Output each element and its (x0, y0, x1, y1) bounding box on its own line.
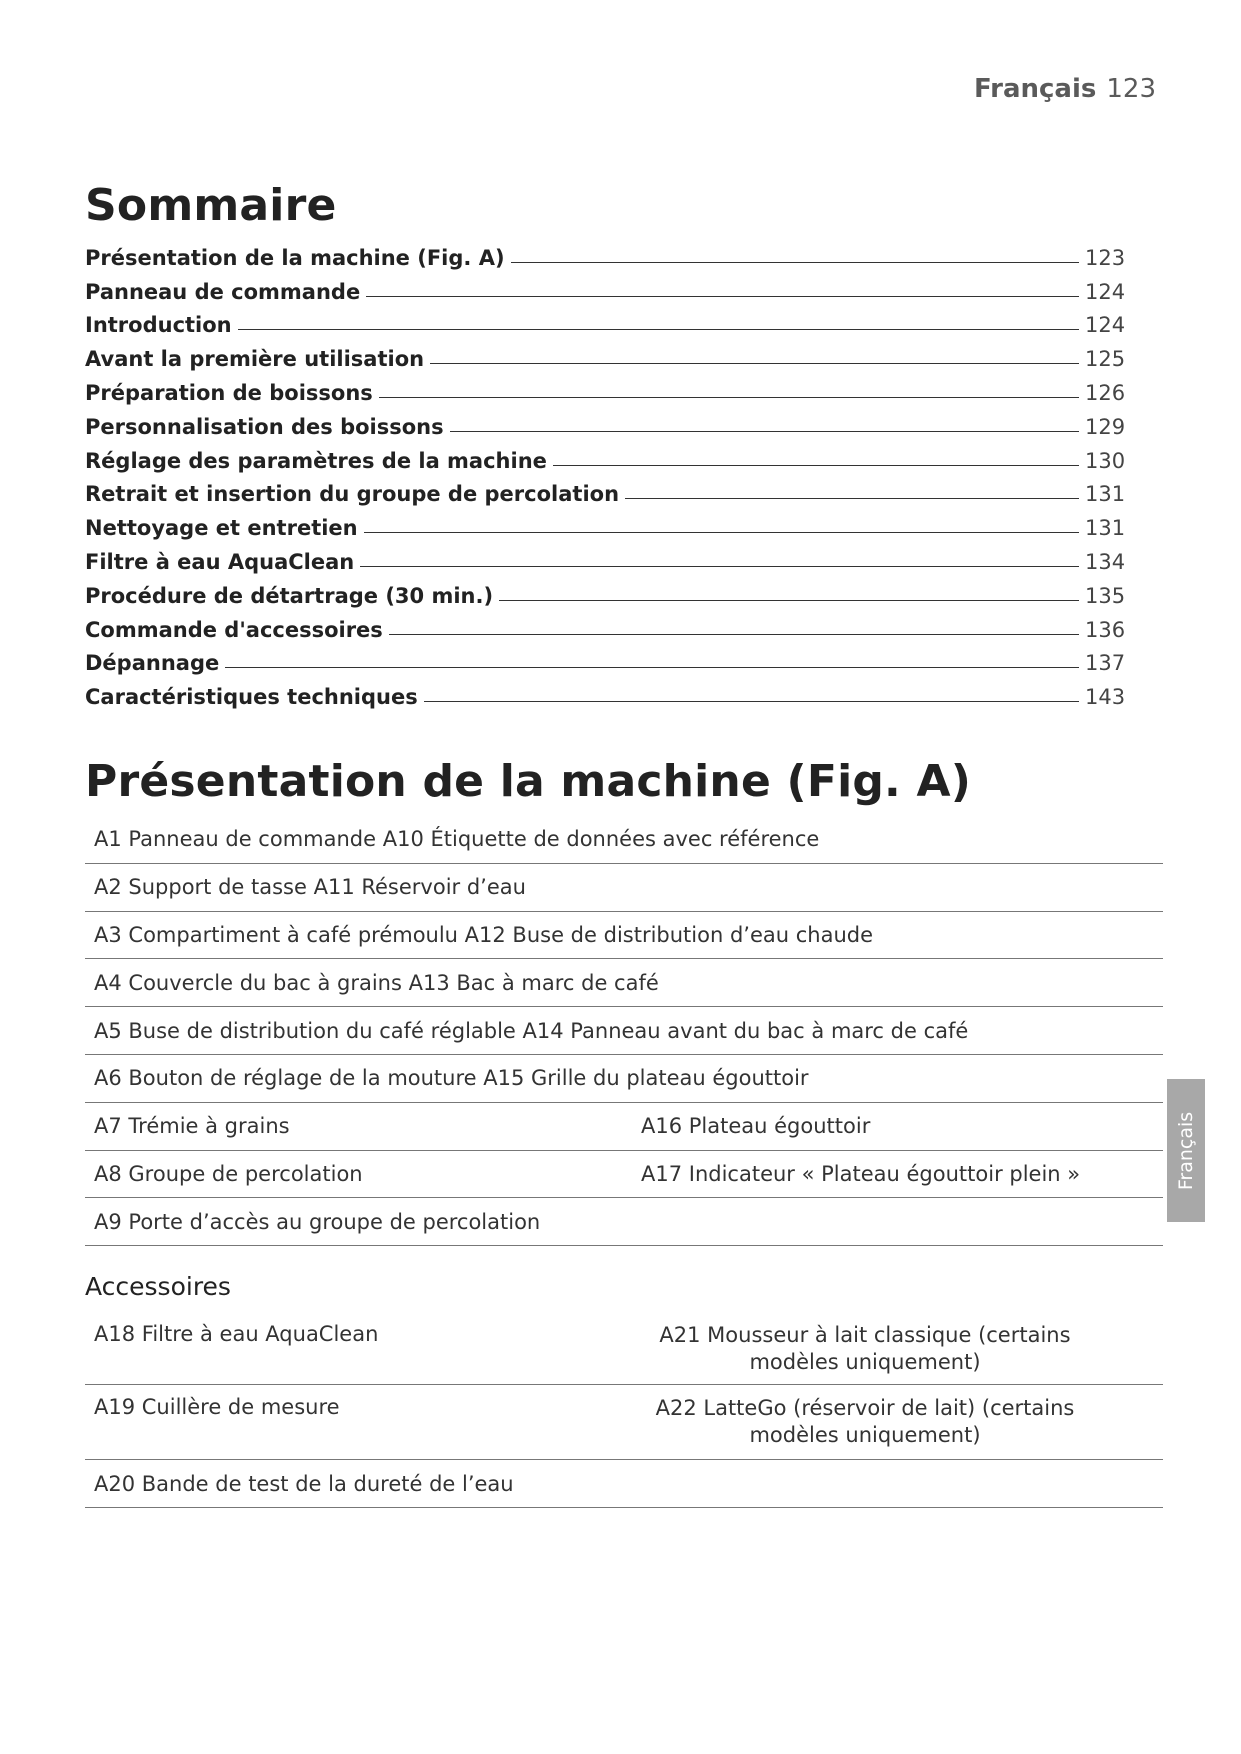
table-row (85, 1312, 1163, 1385)
toc-entry-label: Préparation de boissons (85, 380, 373, 405)
part-cell-left: A2 Support de tasse A11 Réservoir d’eau (94, 875, 526, 900)
toc-entry[interactable] (85, 439, 1165, 473)
toc-entry[interactable] (85, 675, 1165, 709)
toc-entry-label: Introduction (85, 313, 232, 338)
part-cell-left: A5 Buse de distribution du café réglable A14 Panneau avant du bac à marc de café (94, 1018, 969, 1043)
toc-entry-label: Procédure de détartrage (30 min.) (85, 583, 494, 608)
toc-leader-line (366, 296, 1079, 297)
toc-title: Sommaire (85, 180, 337, 231)
toc-entry[interactable] (85, 506, 1165, 540)
part-cell-left: A7 Trémie à grains (94, 1114, 290, 1139)
accessory-cell-left: A18 Filtre à eau AquaClean (94, 1322, 379, 1346)
table-row (85, 1055, 1163, 1103)
accessories-title: Accessoires (85, 1272, 231, 1301)
table-row (85, 864, 1163, 912)
toc-entry-page: 126 (1085, 380, 1126, 405)
toc-entry-label: Nettoyage et entretien (85, 516, 358, 541)
toc-entry-page: 136 (1085, 617, 1126, 642)
toc-leader-line (553, 465, 1079, 466)
toc-leader-line (450, 431, 1079, 432)
toc-entry-page: 143 (1085, 685, 1126, 710)
toc-leader-line (364, 532, 1079, 533)
toc-entry-page: 123 (1085, 245, 1126, 270)
accessory-cell-left: A20 Bande de test de la dureté de l’eau (94, 1472, 514, 1496)
part-cell-left: A8 Groupe de percolation (94, 1161, 363, 1186)
toc-entry-page: 124 (1085, 279, 1126, 304)
toc-entry[interactable] (85, 608, 1165, 642)
presentation-title: Présentation de la machine (Fig. A) (85, 756, 972, 807)
part-cell-left: A9 Porte d’accès au groupe de percolation (94, 1209, 541, 1234)
toc-leader-line (424, 701, 1079, 702)
header-language: Français (974, 74, 1097, 104)
table-row (85, 959, 1163, 1007)
accessory-cell-right: A22 LatteGo (réservoir de lait) (certains modèles uniquement) (655, 1396, 1075, 1447)
toc-entry-page: 124 (1085, 313, 1126, 338)
toc-leader-line (360, 566, 1079, 567)
toc-entry-label: Commande d'accessoires (85, 617, 383, 642)
toc-entry[interactable] (85, 540, 1165, 574)
table-row (85, 816, 1163, 864)
table-row (85, 1198, 1163, 1246)
toc-entry-label: Présentation de la machine (Fig. A) (85, 245, 505, 270)
part-cell-left: A4 Couvercle du bac à grains A13 Bac à marc de café (94, 970, 659, 995)
table-row (85, 1151, 1163, 1199)
part-cell-right: A16 Plateau égouttoir (641, 1114, 871, 1139)
toc-leader-line (389, 634, 1079, 635)
table-row (85, 1460, 1163, 1508)
page-header (974, 74, 1156, 104)
language-side-tab (1167, 1079, 1205, 1222)
toc-entry[interactable] (85, 371, 1165, 405)
toc-leader-line (238, 329, 1079, 330)
toc-entry-label: Dépannage (85, 651, 220, 676)
table-row (85, 1385, 1163, 1460)
toc-entry[interactable] (85, 236, 1165, 270)
toc-entry[interactable] (85, 304, 1165, 338)
page-number: 123 (1106, 74, 1156, 104)
toc-entry-label: Avant la première utilisation (85, 347, 425, 372)
toc-entry[interactable] (85, 473, 1165, 507)
toc-leader-line (511, 262, 1079, 263)
toc-leader-line (625, 498, 1079, 499)
toc-entry-page: 131 (1085, 482, 1126, 507)
toc-entry-page: 125 (1085, 347, 1126, 372)
toc-entry-label: Panneau de commande (85, 279, 361, 304)
toc-entry-page: 129 (1085, 414, 1126, 439)
part-cell-right: A17 Indicateur « Plateau égouttoir plein » (641, 1161, 1081, 1186)
toc-entry[interactable] (85, 270, 1165, 304)
toc-entry[interactable] (85, 574, 1165, 608)
part-cell-left: A6 Bouton de réglage de la mouture A15 Grille du plateau égouttoir (94, 1066, 809, 1091)
part-cell-left: A3 Compartiment à café prémoulu A12 Buse de distribution d’eau chaude (94, 922, 874, 947)
toc-entry-page: 137 (1085, 651, 1126, 676)
accessory-cell-right: A21 Mousseur à lait classique (certains modèles uniquement) (659, 1323, 1071, 1374)
toc-entry[interactable] (85, 405, 1165, 439)
toc-entry-page: 134 (1085, 549, 1126, 574)
toc-entry-label: Caractéristiques techniques (85, 685, 418, 710)
parts-table (85, 816, 1163, 1246)
toc-entry-label: Retrait et insertion du groupe de percolation (85, 482, 620, 507)
accessory-cell-left: A19 Cuillère de mesure (94, 1395, 340, 1419)
table-of-contents (85, 236, 1165, 709)
toc-entry[interactable] (85, 642, 1165, 676)
side-tab-label: Français (1175, 1111, 1197, 1190)
toc-entry-label: Filtre à eau AquaClean (85, 549, 355, 574)
toc-entry[interactable] (85, 337, 1165, 371)
table-row (85, 912, 1163, 960)
toc-leader-line (430, 363, 1079, 364)
toc-entry-label: Réglage des paramètres de la machine (85, 448, 547, 473)
accessories-table (85, 1312, 1163, 1508)
toc-entry-page: 131 (1085, 516, 1126, 541)
toc-entry-label: Personnalisation des boissons (85, 414, 444, 439)
toc-entry-page: 130 (1085, 448, 1126, 473)
toc-leader-line (499, 600, 1079, 601)
table-row (85, 1103, 1163, 1151)
table-row (85, 1007, 1163, 1055)
toc-leader-line (225, 667, 1079, 668)
toc-leader-line (379, 397, 1079, 398)
toc-entry-page: 135 (1085, 583, 1126, 608)
part-cell-left: A1 Panneau de commande A10 Étiquette de données avec référence (94, 827, 820, 852)
